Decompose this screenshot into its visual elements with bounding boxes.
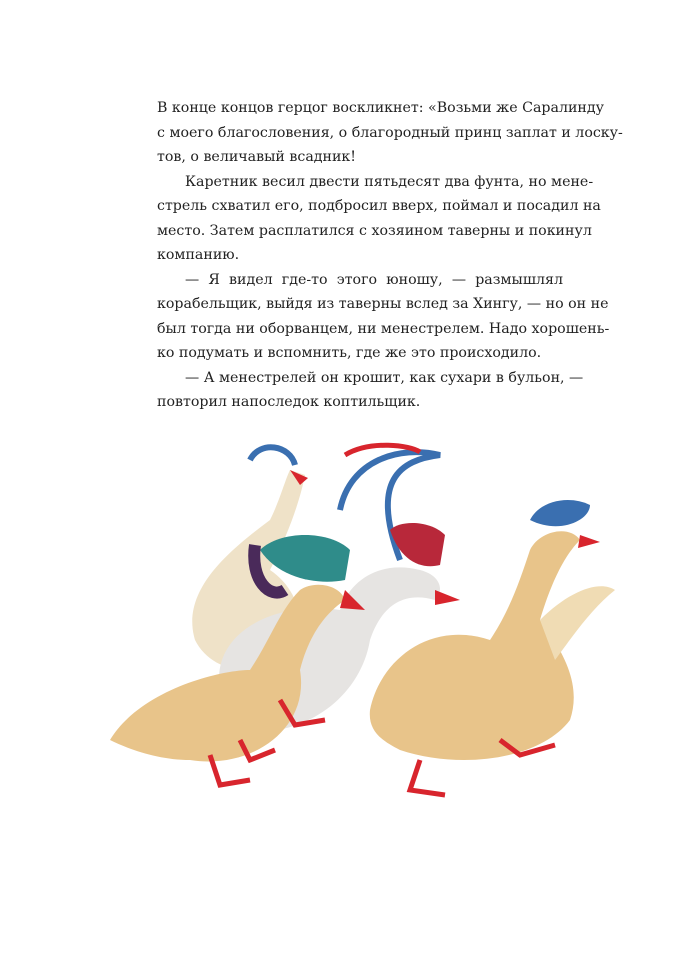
text-line: был тогда ни оборванцем, ни менестрелем. Надо хорошень- bbox=[157, 320, 610, 337]
text-line: ко подумать и вспомнить, где же это происходило. bbox=[157, 345, 542, 361]
text-line: стрель схватил его, подбросил вверх, поймал и посадил на bbox=[157, 198, 601, 214]
text-line: Каретник весил двести пятьдесят два фунта, но мене- bbox=[185, 173, 594, 190]
text-line: — А менестрелей он крошит, как сухари в бульон, — bbox=[185, 369, 584, 386]
text-line: повторил напоследок коптильщик. bbox=[157, 394, 421, 410]
text-line: место. Затем расплатился с хозяином таверны и покинул bbox=[157, 222, 592, 239]
text-line: — Я видел где-то этого юношу, — размышлял bbox=[185, 271, 563, 288]
text-line: с моего благословения, о благородный принц заплат и лоску- bbox=[157, 124, 623, 141]
text-line: компанию. bbox=[157, 247, 240, 263]
geese-illustration bbox=[100, 440, 620, 810]
text-line: тов, о величавый всадник! bbox=[157, 149, 356, 165]
text-line: В конце концов герцог воскликнет: «Возьми же Саралинду bbox=[157, 100, 604, 116]
body-text bbox=[157, 96, 623, 415]
text-line: корабельщик, выйдя из таверны вслед за Хингу, — но он не bbox=[157, 296, 609, 312]
